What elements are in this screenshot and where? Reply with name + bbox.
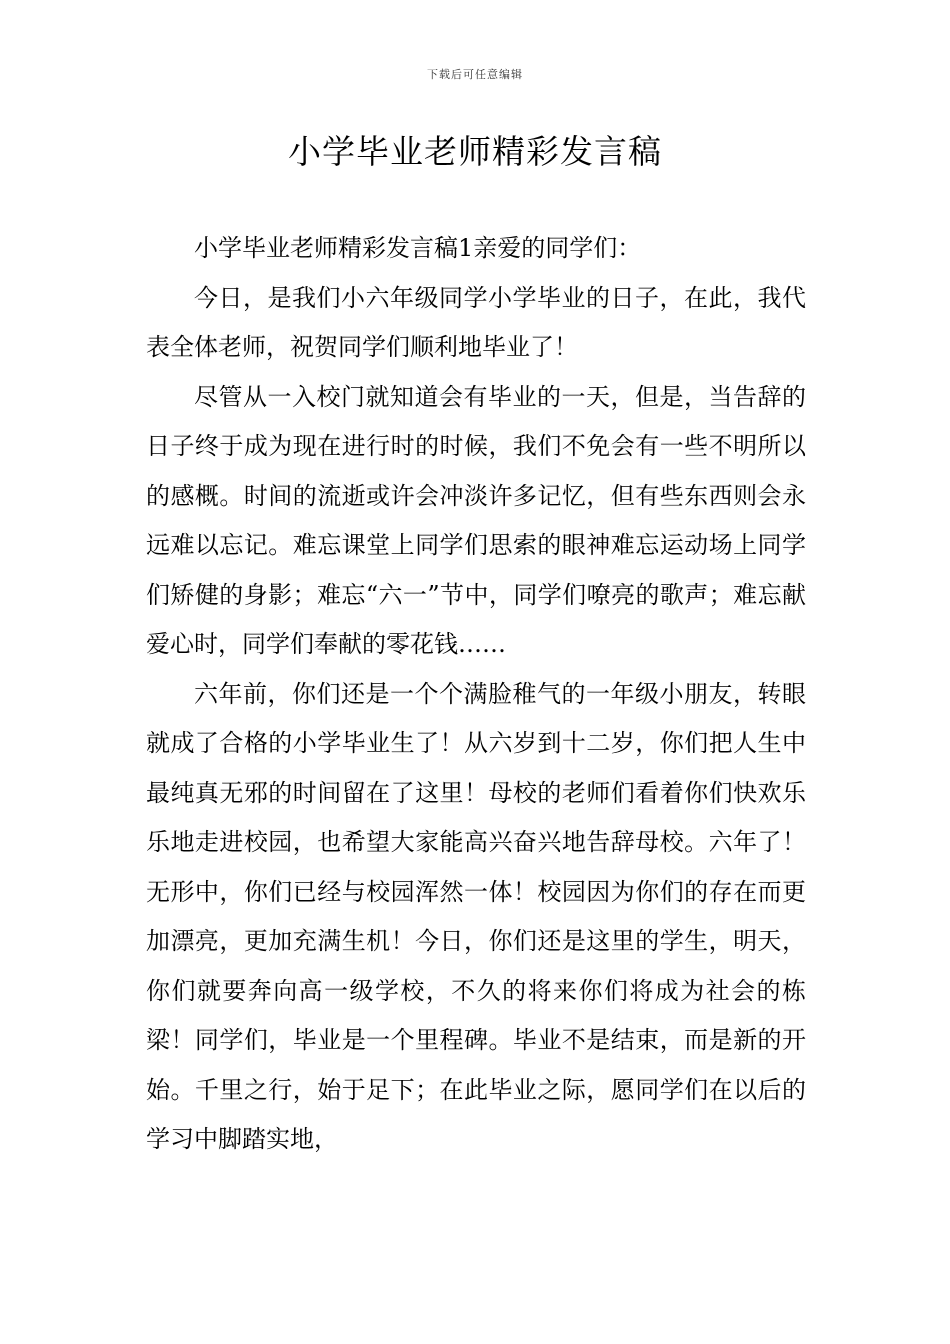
paragraph-greeting: 小学毕业老师精彩发言稿1亲爱的同学们：: [194, 234, 642, 262]
paragraph-memories: 尽管从一入校门就知道会有毕业的一天，但是，当告辞的日子终于成为现在进行时的时候，我们不免会有一些不明所以的感概。时间的流逝或许会冲淡许多记忆，但有些东西则会永远难以忘记。难忘课堂上同学们思索的眼神难忘运动场上同学们矫健的身影；难忘“六一”节中，同学们嘹亮的歌声；难忘献爱心时，同学们奉献的零花钱……: [146, 382, 806, 658]
document-title: 小学毕业老师精彩发言稿: [288, 132, 662, 171]
paragraph-congratulations: 今日，是我们小六年级同学小学毕业的日子，在此，我代表全体老师，祝贺同学们顺利地毕业了！: [146, 283, 806, 361]
paragraph-six-years: 六年前，你们还是一个个满脸稚气的一年级小朋友，转眼就成了合格的小学毕业生了！从六岁到十二岁，你们把人生中最纯真无邪的时间留在了这里！母校的老师们看着你们快欢乐乐地走进校园，也希望大家能高兴奋兴地告辞母校。六年了！无形中，你们已经与校园浑然一体！校园因为你们的存在而更加漂亮，更加充满生机！今日，你们还是这里的学生，明天，你们就要奔向高一级学校，不久的将来你们将成为社会的栋梁！同学们，毕业是一个里程碑。毕业不是结束，而是新的开始。千里之行，始于足下；在此毕业之际，愿同学们在以后的学习中脚踏实地，: [146, 679, 806, 1153]
document-body: [146, 224, 806, 1165]
header-note: 下载后可任意编辑: [427, 68, 523, 81]
